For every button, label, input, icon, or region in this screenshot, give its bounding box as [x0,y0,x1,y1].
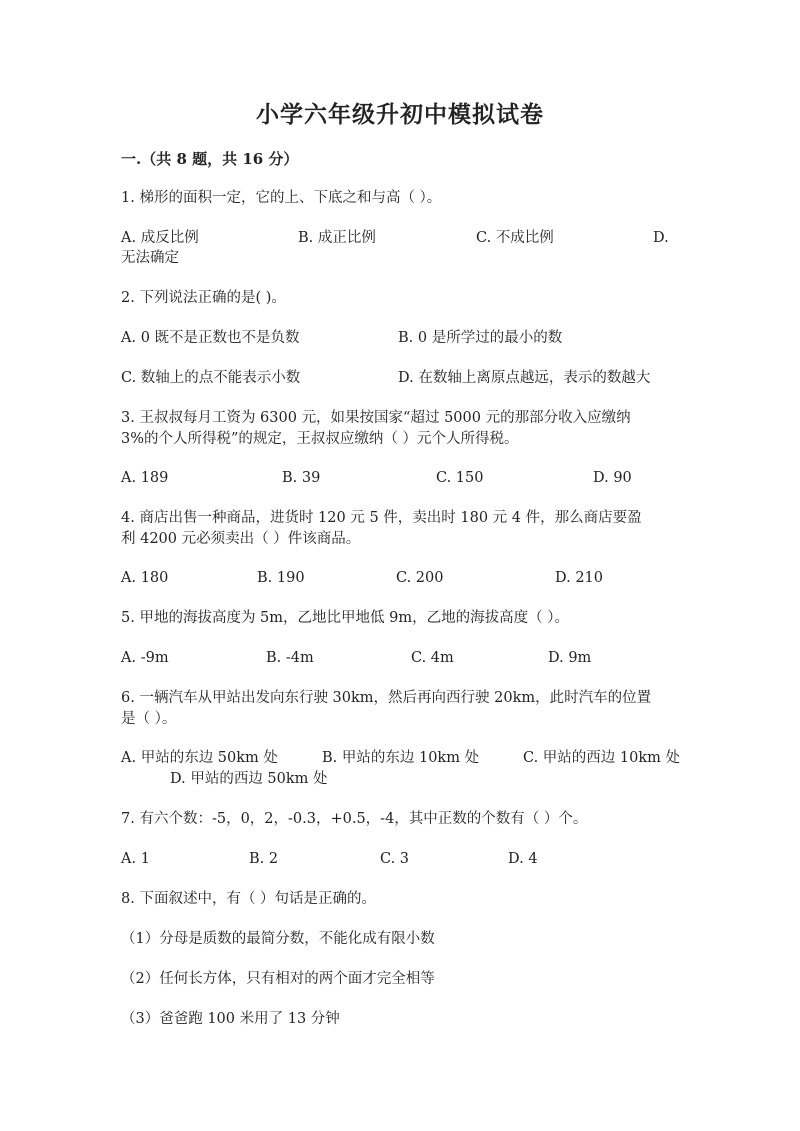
q2-option-a: A. 0 既不是正数也不是负数 [121,330,300,346]
q4-option-b: B. 190 [257,570,305,586]
q7-option-d: D. 4 [508,851,538,867]
q1-stem: 1. 梯形的面积一定，它的上、下底之和与高（ ）。 [121,190,442,206]
q3-option-d: D. 90 [593,470,632,486]
q8-statement-1: （1）分母是质数的最简分数，不能化成有限小数 [121,931,435,947]
q1-option-b: B. 成正比例 [298,230,376,246]
q4-stem-line1: 4. 商店出售一种商品，进货时 120 元 5 件，卖出时 180 元 4 件，那么商店要盈 [121,510,642,526]
q5-option-d: D. 9m [548,650,592,666]
q6-stem-line2: 是（ ）。 [121,711,177,727]
q3-stem-line2: 3%的个人所得税”的规定，王叔叔应缴纳（ ）元个人所得税。 [121,431,519,447]
q1-option-a: A. 成反比例 [121,230,199,246]
q6-option-b: B. 甲站的东边 10km 处 [322,750,480,766]
q7-option-b: B. 2 [249,851,279,867]
q8-statement-3: （3）爸爸跑 100 米用了 13 分钟 [121,1011,340,1027]
q4-stem-line2: 利 4200 元必须卖出（ ）件该商品。 [121,531,361,547]
q5-option-c: C. 4m [411,650,454,666]
q8-statement-2: （2）任何长方体，只有相对的两个面才完全相等 [121,971,435,987]
section-header: 一.（共 8 题，共 16 分） [121,150,299,168]
exam-title: 小学六年级升初中模拟试卷 [256,101,544,128]
q1-option-d-text: 无法确定 [121,250,179,266]
q6-option-d: D. 甲站的西边 50km 处 [170,771,328,787]
q4-option-a: A. 180 [121,570,169,586]
q2-option-b: B. 0 是所学过的最小的数 [398,330,563,346]
q3-option-c: C. 150 [436,470,484,486]
q6-option-a: A. 甲站的东边 50km 处 [121,750,278,766]
q5-option-b: B. -4m [266,650,314,666]
q3-option-b: B. 39 [282,470,321,486]
q3-stem-line1: 3. 王叔叔每月工资为 6300 元，如果按国家“超过 5000 元的那部分收入应缴纳 [121,410,631,426]
q5-option-a: A. -9m [121,650,169,666]
q6-stem-line1: 6. 一辆汽车从甲站出发向东行驶 30km，然后再向西行驶 20km，此时汽车的位置 [121,690,652,706]
q1-option-d-label: D. [653,230,669,246]
q7-option-c: C. 3 [380,851,410,867]
q2-option-c: C. 数轴上的点不能表示小数 [121,370,301,386]
q7-option-a: A. 1 [121,851,150,867]
q4-option-d: D. 210 [555,570,604,586]
q6-option-c: C. 甲站的西边 10km 处 [523,750,681,766]
q3-option-a: A. 189 [121,470,169,486]
q1-option-c: C. 不成比例 [476,230,554,246]
q5-stem: 5. 甲地的海拔高度为 5m，乙地比甲地低 9m，乙地的海拔高度（ ）。 [121,610,569,626]
q2-option-d: D. 在数轴上离原点越远，表示的数越大 [398,370,651,386]
q8-stem: 8. 下面叙述中，有（ ）句话是正确的。 [121,891,377,907]
q4-option-c: C. 200 [396,570,444,586]
q7-stem: 7. 有六个数：-5，0，2，-0.3，+0.5，-4，其中正数的个数有（ ）个。 [121,811,588,827]
q2-stem: 2. 下列说法正确的是( )。 [121,290,286,306]
